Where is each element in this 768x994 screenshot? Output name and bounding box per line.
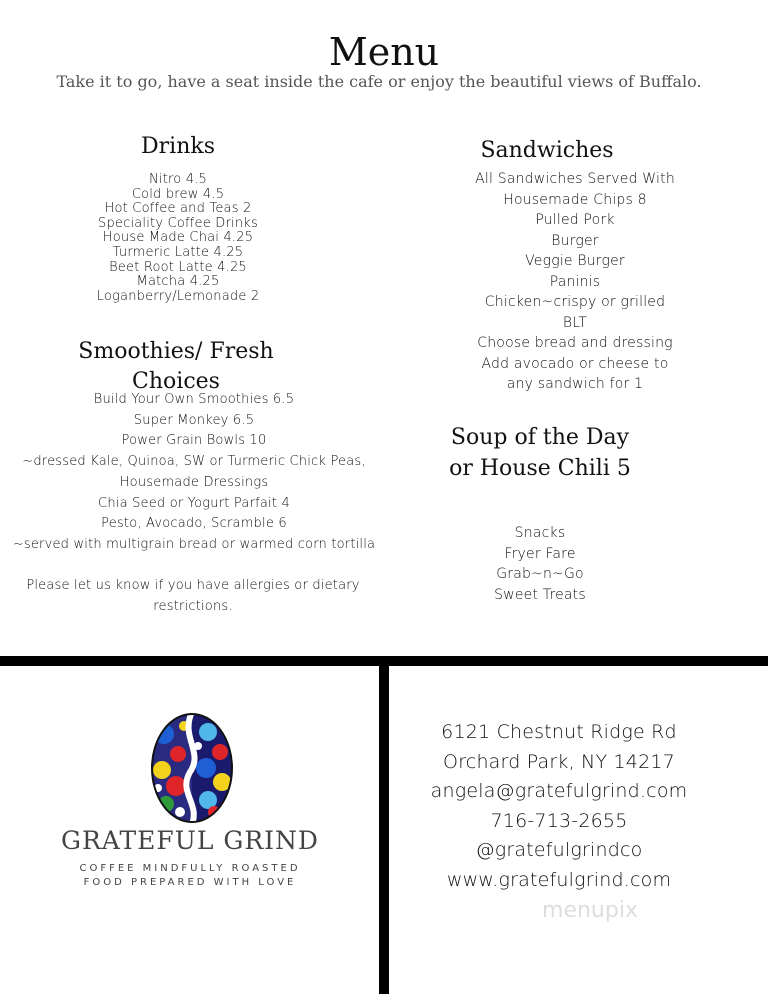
smoothies-heading [50, 337, 302, 397]
soup-heading-line: Soup of the Day [450, 425, 630, 450]
list-item: Pesto, Avocado, Scramble 6 [101, 516, 287, 532]
allergy-note [0, 576, 386, 617]
list-item: ~dressed Kale, Quinoa, SW or Turmeric Chick Peas, [22, 454, 366, 470]
address-line: Orchard Park, NY 14217 [443, 750, 675, 773]
smoothies-heading-line: Choices [132, 369, 220, 394]
allergy-note-line: Please let us know if you have allergies or dietary [26, 578, 360, 593]
vertical-divider [379, 660, 389, 994]
list-item: Grab~n~Go [496, 566, 584, 583]
brand-tagline-line: COFFEE MINDFULLY ROASTED [79, 863, 301, 874]
list-item: House Made Chai 4.25 [102, 230, 254, 246]
list-item: Add avocado or cheese to [481, 355, 669, 372]
allergy-note-line: restrictions. [153, 598, 233, 614]
list-item: any sandwich for 1 [506, 376, 644, 392]
email-link[interactable]: angela@gratefulgrind.com [430, 780, 688, 802]
list-item: Chia Seed or Yogurt Parfait 4 [98, 495, 290, 511]
list-item: ~served with multigrain bread or warmed corn tortilla [12, 536, 376, 552]
list-item: Pulled Pork [535, 212, 615, 228]
list-item: Fryer Fare [504, 545, 576, 562]
brand-name: GRATEFUL GRIND [61, 826, 319, 855]
list-item: Housemade Dressings [119, 474, 269, 490]
list-item: Sweet Treats [494, 587, 586, 604]
sandwiches-heading: Sandwiches [480, 138, 614, 163]
list-item: Turmeric Latte 4.25 [112, 244, 244, 260]
list-item: Super Monkey 6.5 [133, 412, 255, 428]
list-item: Beet Root Latte 4.25 [109, 259, 247, 275]
list-item: Cold brew 4.5 [131, 186, 225, 202]
list-item: Chicken~crispy or grilled [484, 294, 666, 310]
list-item: Hot Coffee and Teas 2 [104, 201, 252, 217]
tagline: Take it to go, have a seat inside the cafe or enjoy the beautiful views of Buffalo. [56, 72, 702, 91]
drinks-heading: Drinks [141, 134, 215, 159]
sandwiches-list [420, 169, 730, 395]
list-item: Speciality Coffee Drinks [98, 215, 258, 231]
list-item: Snacks [514, 525, 566, 541]
list-item: Burger [551, 232, 599, 249]
list-item: Power Grain Bowls 10 [121, 433, 267, 449]
list-item: Nitro 4.5 [148, 172, 208, 187]
smoothies-list [0, 390, 388, 556]
smoothies-heading-line: Smoothies/ Fresh [78, 339, 274, 364]
brand-tagline-line: FOOD PREPARED WITH LOVE [83, 877, 297, 888]
list-item: Choose bread and dressing [477, 335, 673, 351]
soup-heading [430, 422, 650, 484]
brand-tagline [50, 862, 330, 890]
drinks-list [60, 173, 296, 304]
list-item: Housemade Chips 8 [503, 191, 647, 208]
list-item: Loganberry/Lemonade 2 [96, 288, 260, 304]
list-item: Matcha 4.25 [136, 274, 220, 290]
phone-number[interactable]: 716-713-2655 [490, 809, 628, 832]
watermark: menupix [542, 898, 638, 923]
snacks-list [460, 523, 620, 606]
coffee-bean-logo-icon [150, 712, 234, 824]
contact-info [389, 718, 729, 895]
list-item: Build Your Own Smoothies 6.5 [93, 392, 295, 407]
address-line: 6121 Chestnut Ridge Rd [441, 721, 677, 743]
list-item: BLT [562, 314, 588, 331]
list-item: All Sandwiches Served With [475, 171, 675, 187]
soup-heading-line: or House Chili 5 [449, 456, 631, 481]
website-link[interactable]: www.gratefulgrind.com [446, 868, 672, 891]
list-item: Veggie Burger [525, 253, 625, 269]
list-item: Paninis [549, 273, 601, 290]
social-handle[interactable]: @gratefulgrindco [475, 839, 643, 861]
page-title: Menu [328, 30, 440, 74]
